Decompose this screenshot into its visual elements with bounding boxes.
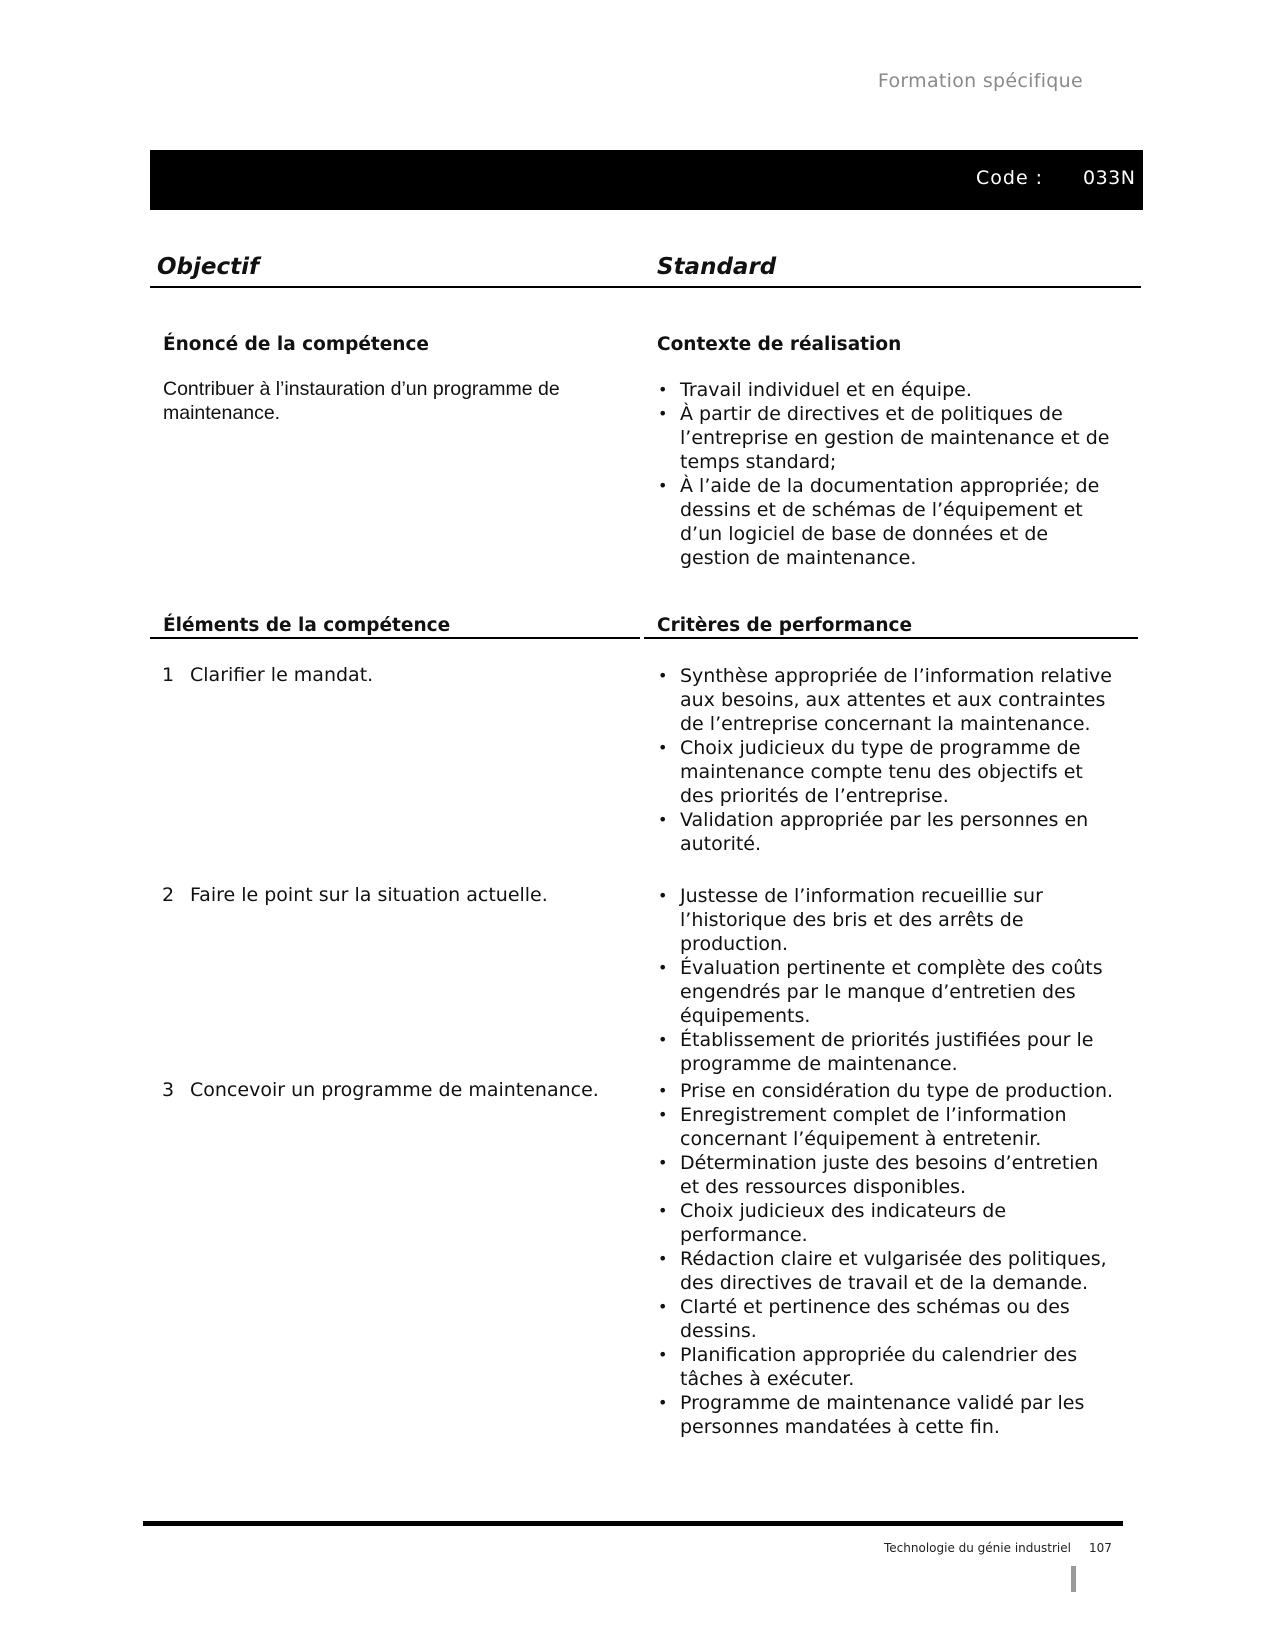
criterion-item: • Évaluation pertinente et complète des coûts engendrés par le manque d’entretien des équipements. — [658, 957, 1103, 1027]
bullet-icon: • — [658, 1393, 668, 1412]
element-item-2: 2 Faire le point sur la situation actuelle. — [162, 884, 548, 906]
code-banner — [150, 150, 1143, 210]
context-list — [655, 378, 1120, 570]
context-item: • À partir de directives et de politiques de l’entreprise en gestion de maintenance et de temps standard; — [658, 403, 1110, 473]
code-value: 033N — [1083, 167, 1136, 189]
criterion-item: • Choix judicieux des indicateurs de performance. — [658, 1200, 1007, 1246]
bullet-icon: • — [658, 1345, 668, 1364]
criteria-list-3 — [655, 1079, 1120, 1439]
objectif-heading: Objectif — [157, 254, 260, 280]
heading-rule — [150, 286, 1141, 288]
criteria-rule — [644, 637, 1138, 639]
criterion-item: • Enregistrement complet de l’information concernant l’équipement à entretenir. — [658, 1104, 1067, 1150]
statement-text: Contribuer à l’instauration d’un programme de maintenance. — [163, 378, 560, 424]
criteria-list-2 — [655, 884, 1120, 1076]
page-number: 107 — [1089, 1541, 1112, 1555]
running-head: Formation spécifique — [877, 70, 1083, 92]
context-item: • Travail individuel et en équipe. — [658, 379, 972, 401]
context-item: • À l’aide de la documentation appropriée; de dessins et de schémas de l’équipement et d’un logiciel de base de données et de gestion de maintenance. — [658, 475, 1100, 569]
bullet-icon: • — [658, 738, 668, 757]
criterion-item: • Validation appropriée par les personnes en autorité. — [658, 809, 1089, 855]
bullet-icon: • — [658, 958, 668, 977]
criteria-list-1 — [655, 664, 1120, 856]
criterion-item: • Établissement de priorités justifiées pour le programme de maintenance. — [658, 1029, 1094, 1075]
footer-marker — [1071, 1566, 1076, 1592]
criterion-item: • Clarté et pertinence des schémas ou des dessins. — [658, 1296, 1070, 1342]
criterion-item: • Planification appropriée du calendrier des tâches à exécuter. — [658, 1344, 1078, 1390]
bullet-icon: • — [658, 1105, 668, 1124]
code-label: Code : — [976, 167, 1044, 189]
criterion-item: • Programme de maintenance validé par les personnes mandatées à cette fin. — [658, 1392, 1085, 1438]
bullet-icon: • — [658, 1297, 668, 1316]
bullet-icon: • — [658, 1153, 668, 1172]
bullet-icon: • — [658, 1249, 668, 1268]
elements-heading: Éléments de la compétence — [163, 615, 451, 636]
element-item-3: 3 Concevoir un programme de maintenance. — [162, 1079, 599, 1101]
bullet-icon: • — [658, 404, 668, 423]
bullet-icon: • — [658, 666, 668, 685]
footer-rule — [143, 1521, 1123, 1526]
bullet-icon: • — [658, 886, 668, 905]
criteria-heading: Critères de performance — [657, 615, 913, 636]
criterion-item: • Prise en considération du type de production. — [658, 1080, 1114, 1102]
bullet-icon: • — [658, 1030, 668, 1049]
bullet-icon: • — [658, 1081, 668, 1100]
bullet-icon: • — [658, 810, 668, 829]
bullet-icon: • — [658, 476, 668, 495]
footer-program: Technologie du génie industriel — [884, 1541, 1071, 1555]
elements-rule — [150, 637, 640, 639]
bullet-icon: • — [658, 1201, 668, 1220]
bullet-icon: • — [658, 380, 668, 399]
context-heading: Contexte de réalisation — [657, 334, 902, 355]
criterion-item: • Choix judicieux du type de programme de maintenance compte tenu des objectifs et des priorités de l’entreprise. — [658, 737, 1083, 807]
statement-heading: Énoncé de la compétence — [163, 334, 429, 355]
criterion-item: • Justesse de l’information recueillie sur l’historique des bris et des arrêts de production. — [658, 885, 1043, 955]
criterion-item: • Détermination juste des besoins d’entretien et des ressources disponibles. — [658, 1152, 1099, 1198]
criterion-item: • Rédaction claire et vulgarisée des politiques, des directives de travail et de la demande. — [658, 1248, 1107, 1294]
standard-heading: Standard — [657, 254, 777, 280]
criterion-item: • Synthèse appropriée de l’information relative aux besoins, aux attentes et aux contraintes de l’entreprise concernant la maintenance. — [658, 665, 1112, 735]
element-item-1: 1 Clarifier le mandat. — [162, 664, 374, 686]
